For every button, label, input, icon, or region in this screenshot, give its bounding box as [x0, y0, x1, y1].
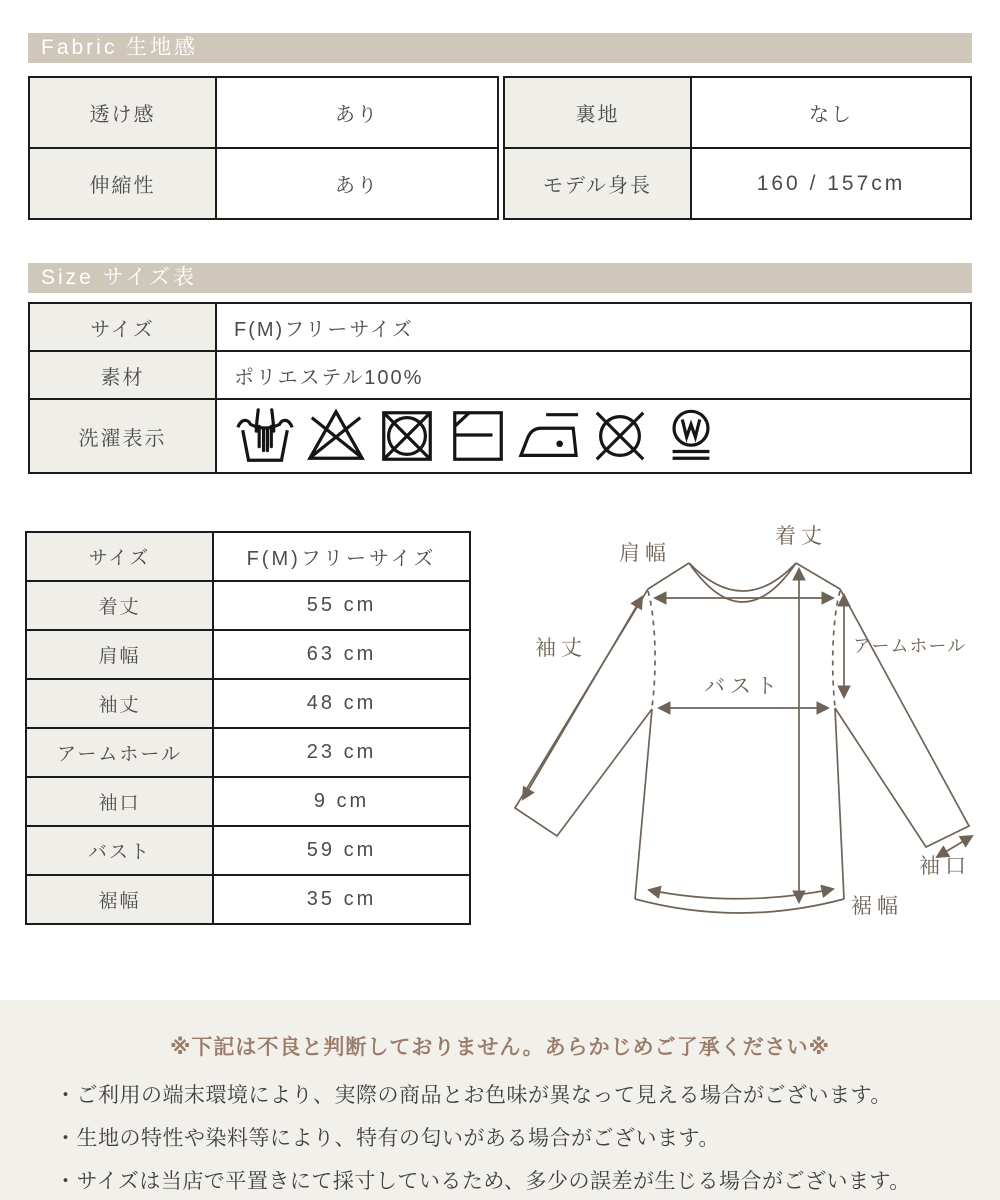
- measure-row-value: 59 cm: [214, 827, 469, 874]
- right-sleeve: [835, 589, 969, 847]
- fabric-table-right: [503, 76, 972, 220]
- fabric-row-value: あり: [217, 149, 497, 218]
- disclaimer-section: [0, 1000, 1000, 1200]
- do-not-bleach-icon: [305, 405, 367, 467]
- shoulder-seams: [648, 563, 840, 589]
- fabric-row-label: 透け感: [30, 78, 215, 147]
- disclaimer-item: ・ご利用の端末環境により、実際の商品とお色味が異なって見える場合がございます。: [55, 1084, 892, 1107]
- sleeve-label: 袖丈: [535, 637, 587, 660]
- measure-row-value: 35 cm: [214, 876, 469, 923]
- disclaimer-item: ・生地の特性や染料等により、特有の匂いがある場合がございます。: [55, 1127, 720, 1150]
- fabric-row-label: モデル身長: [505, 149, 690, 218]
- size-row-value: F(M)フリーサイズ: [217, 304, 970, 350]
- hem-line: [635, 899, 844, 913]
- cuff-label: 袖口: [919, 855, 971, 878]
- fabric-row-value: なし: [692, 78, 970, 147]
- back-neckline: [689, 563, 796, 591]
- size-row-label: サイズ: [30, 304, 215, 350]
- measure-row-value: 9 cm: [214, 778, 469, 825]
- care-icons-row: [217, 400, 970, 472]
- left-armhole-dashed: [648, 591, 655, 707]
- iron-low-heat-icon: [518, 405, 580, 467]
- front-neckline: [689, 563, 796, 602]
- hem-label: 裾幅: [851, 895, 903, 918]
- disclaimer-title: ※下記は不良と判断しておりません。あらかじめご了承ください※: [169, 1036, 831, 1059]
- shoulder-label: 肩幅: [619, 542, 671, 565]
- measure-header-value: F(M)フリーサイズ: [214, 533, 469, 580]
- gentle-wet-clean-icon: [660, 405, 722, 467]
- measure-row-value: 23 cm: [214, 729, 469, 776]
- do-not-tumble-dry-icon: [376, 405, 438, 467]
- model-height-value: 160 / 157cm: [692, 149, 970, 218]
- hand-wash-icon: [234, 405, 296, 467]
- measure-row-label: アームホール: [27, 729, 212, 776]
- measure-row-value: 48 cm: [214, 680, 469, 727]
- size-row-value: ポリエステル100%: [217, 352, 970, 398]
- fabric-row-label: 伸縮性: [30, 149, 215, 218]
- measure-row-label: 肩幅: [27, 631, 212, 678]
- care-row-label: 洗濯表示: [30, 400, 215, 472]
- measure-row-value: 63 cm: [214, 631, 469, 678]
- disclaimer-item: ・サイズは当店で平置きにて採寸しているため、多少の誤差が生じる場合がございます。: [55, 1170, 911, 1193]
- flat-dry-in-shade-icon: [447, 405, 509, 467]
- measure-row-label: 袖丈: [27, 680, 212, 727]
- measurements-table: [25, 531, 471, 925]
- disclaimer-list: [0, 1074, 1000, 1200]
- right-armhole-dashed: [833, 591, 840, 707]
- measure-row-label: バスト: [27, 827, 212, 874]
- measure-row-label: 裾幅: [27, 876, 212, 923]
- size-section-header: Size サイズ表: [28, 263, 972, 293]
- measure-row-label: 着丈: [27, 582, 212, 629]
- size-info-table: [28, 302, 972, 474]
- measure-header-label: サイズ: [27, 533, 212, 580]
- fabric-section-header: Fabric 生地感: [28, 33, 972, 63]
- garment-measure-diagram: [485, 505, 990, 955]
- bust-label: バスト: [704, 675, 782, 698]
- armhole-label: アームホール: [853, 636, 967, 656]
- side-seams: [635, 708, 844, 899]
- size-row-label: 素材: [30, 352, 215, 398]
- measure-row-value: 55 cm: [214, 582, 469, 629]
- left-sleeve: [515, 589, 652, 836]
- fabric-row-label: 裏地: [505, 78, 690, 147]
- measure-row-label: 袖口: [27, 778, 212, 825]
- sleeve-length-arrow: [523, 597, 642, 799]
- fabric-table-left: [28, 76, 499, 220]
- do-not-dry-clean-icon: [589, 405, 651, 467]
- length-label: 着丈: [775, 525, 827, 548]
- fabric-row-value: あり: [217, 78, 497, 147]
- hem-width-arrow: [649, 889, 833, 899]
